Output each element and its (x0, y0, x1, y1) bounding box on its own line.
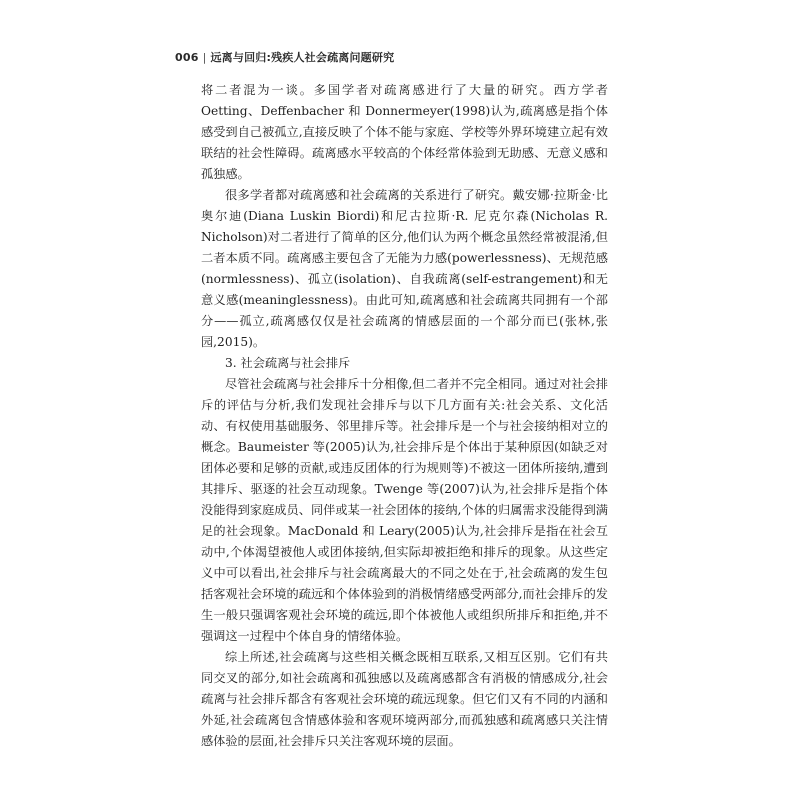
paragraph-summary: 综上所述,社会疏离与这些相关概念既相互联系,又相互区别。它们有共同交叉的部分,如社会疏离和孤独感以及疏离感都含有消极的情感成分,社会疏离与社会排斥都含有客观社会环境的疏远现象。但它们又有不同的内涵和外延,社会疏离包含情感体验和客观环境两部分,而孤独感和疏离感只关注情感体验的层面,社会排斥只关注客观环境的层面。 (201, 650, 608, 748)
book-title: 远离与回归:残疾人社会疏离问题研究 (210, 51, 395, 64)
header-separator: | (202, 51, 207, 64)
paragraph-continuation: 将二者混为一谈。多国学者对疏离感进行了大量的研究。西方学者 Oetting、Deffenbacher 和 Donnermeyer(1998)认为,疏离感是指个体感受到自己被孤立,直接反映了个体不能与家庭、学校等外界环境建立起有效联结的社会性障碍。疏离感水平较高的个体经常体验到无助感、无意义感和孤独感。 (201, 83, 608, 181)
paragraph-alienation-relation: 很多学者都对疏离感和社会疏离的关系进行了研究。戴安娜·拉斯金·比奥尔迪(Diana Luskin Biordi)和尼古拉斯·R. 尼克尔森(Nicholas R. Nicholson)对二者进行了简单的区分,他们认为两个概念虽然经常被混淆,但二者本质不同。疏离感主要包含了无能为力感(powerlessness)、无规范感(normlessness)、孤立(isolation)、自我疏离(self-estrangement)和无意义感(meaninglessness)。由此可知,疏离感和社会疏离共同拥有一个部分——孤立,疏离感仅仅是社会疏离的情感层面的一个部分而已(张林,张园,2015)。 (201, 188, 608, 349)
body-text (201, 80, 608, 752)
section-heading: 3. 社会疏离与社会排斥 (225, 356, 351, 370)
page-number: 006 (175, 51, 199, 64)
paragraph-social-exclusion: 尽管社会疏离与社会排斥十分相像,但二者并不完全相同。通过对社会排斥的评估与分析,我们发现社会排斥与以下几方面有关:社会关系、文化活动、有权使用基础服务、邻里排斥等。社会排斥是一个与社会接纳相对立的概念。Baumeister 等(2005)认为,社会排斥是个体出于某种原因(如缺乏对团体必要和足够的贡献,或违反团体的行为规则等)不被这一团体所接纳,遭到其排斥、驱逐的社会互动现象。Twenge 等(2007)认为,社会排斥是指个体没能得到家庭成员、同伴或某一社会团体的接纳,个体的归属需求没能得到满足的社会现象。MacDonald 和 Leary(2005)认为,社会排斥是指在社会互动中,个体渴望被他人或团体接纳,但实际却被拒绝和排斥的现象。从这些定义中可以看出,社会排斥与社会疏离最大的不同之处在于,社会疏离的发生包括客观社会环境的疏远和个体体验到的消极情绪感受两部分,而社会排斥的发生一般只强调客观社会环境的疏远,即个体被他人或组织所排斥和拒绝,并不强调这一过程中个体自身的情绪体验。 (201, 377, 608, 643)
running-header (175, 49, 394, 65)
